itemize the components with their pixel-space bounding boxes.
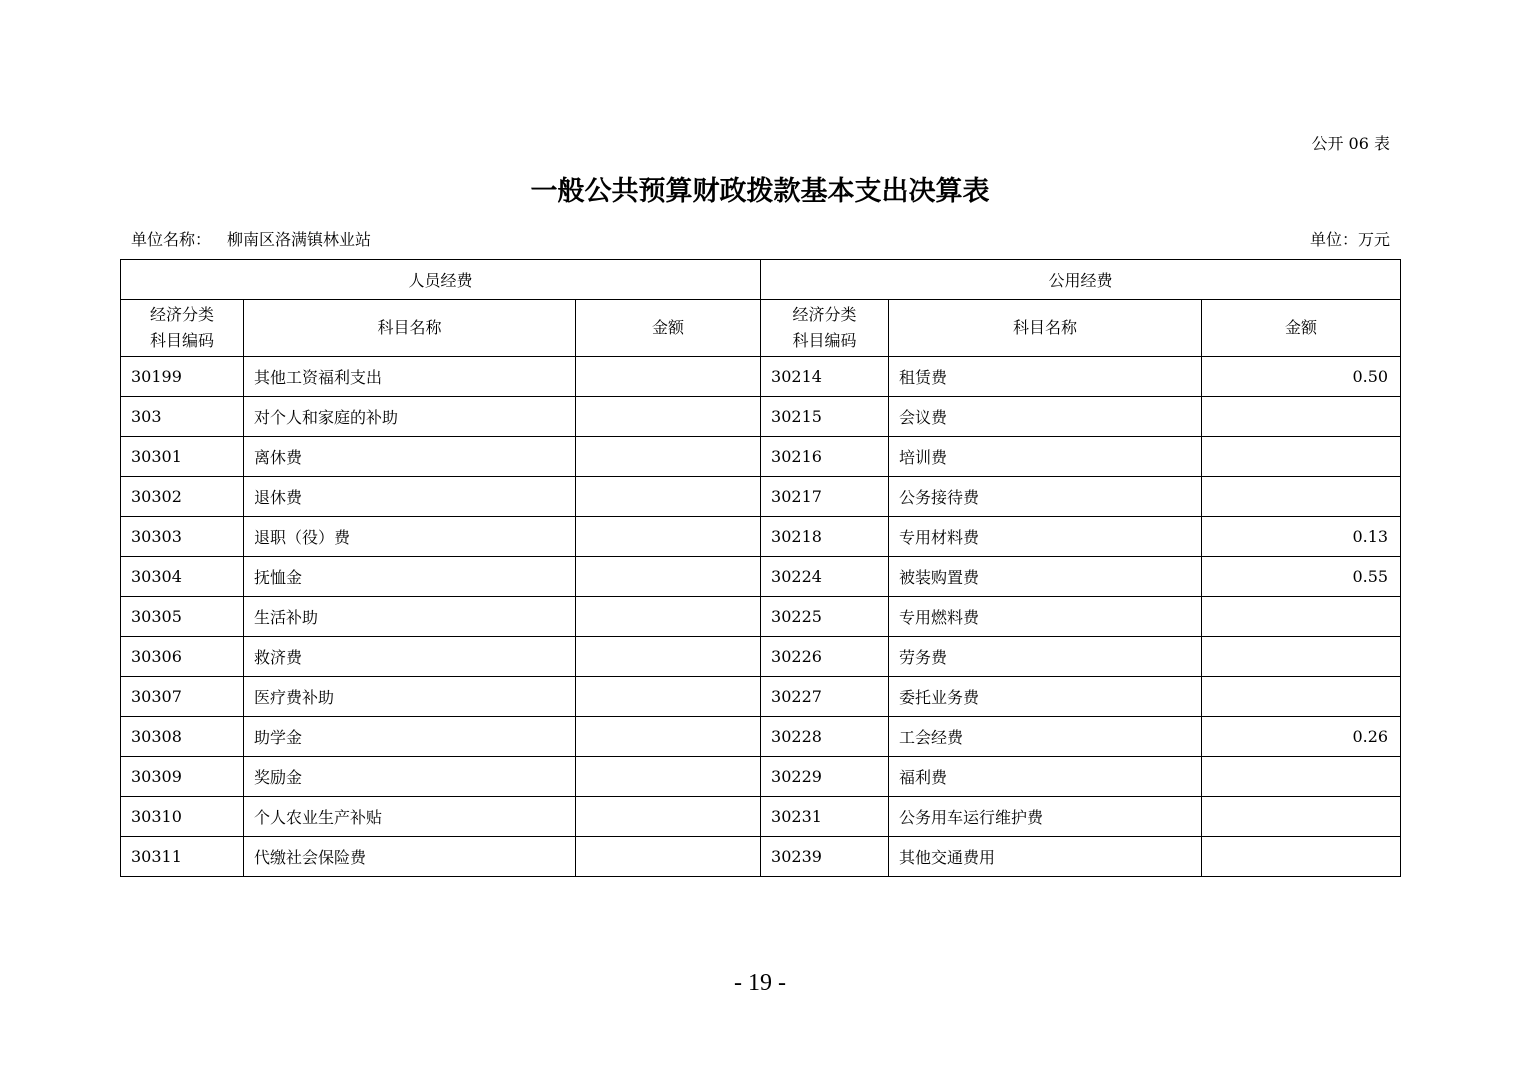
personnel-code-cell: 30310	[121, 797, 244, 837]
header-personnel-name: 科目名称	[244, 300, 576, 357]
header-code-line1: 经济分类	[149, 305, 214, 324]
table-id: 公开 06 表	[1311, 134, 1390, 153]
meta-row	[131, 228, 1390, 252]
public-amount-cell: 0.13	[1202, 517, 1401, 557]
public-code-cell: 30218	[761, 517, 889, 557]
personnel-amount-cell	[576, 437, 761, 477]
public-amount-cell	[1202, 757, 1401, 797]
table-row	[121, 797, 1401, 837]
table-row	[121, 757, 1401, 797]
table-row	[121, 557, 1401, 597]
public-name-cell: 公务接待费	[889, 477, 1202, 517]
public-code-cell: 30227	[761, 677, 889, 717]
public-code-cell: 30239	[761, 837, 889, 877]
personnel-name-cell: 个人农业生产补贴	[244, 797, 576, 837]
personnel-code-cell: 30311	[121, 837, 244, 877]
header-personnel-amount: 金额	[576, 300, 761, 357]
table-row	[121, 597, 1401, 637]
table-row	[121, 357, 1401, 397]
personnel-name-cell: 退休费	[244, 477, 576, 517]
public-name-cell: 专用燃料费	[889, 597, 1202, 637]
public-amount-cell	[1202, 437, 1401, 477]
personnel-code-cell: 30304	[121, 557, 244, 597]
header-public-code	[761, 300, 889, 357]
public-name-cell: 租赁费	[889, 357, 1202, 397]
public-code-cell: 30228	[761, 717, 889, 757]
table-row	[121, 837, 1401, 877]
personnel-code-cell: 30199	[121, 357, 244, 397]
public-amount-cell	[1202, 597, 1401, 637]
page-number: - 19 -	[734, 970, 786, 996]
personnel-name-cell: 医疗费补助	[244, 677, 576, 717]
public-code-cell: 30214	[761, 357, 889, 397]
currency-unit: 单位：万元	[1309, 230, 1390, 249]
public-name-cell: 公务用车运行维护费	[889, 797, 1202, 837]
personnel-name-cell: 其他工资福利支出	[244, 357, 576, 397]
personnel-code-cell: 30302	[121, 477, 244, 517]
table-row	[121, 517, 1401, 557]
personnel-code-cell: 30308	[121, 717, 244, 757]
personnel-amount-cell	[576, 837, 761, 877]
table-row	[121, 477, 1401, 517]
public-amount-cell	[1202, 477, 1401, 517]
table-row	[121, 397, 1401, 437]
personnel-amount-cell	[576, 757, 761, 797]
public-code-cell: 30216	[761, 437, 889, 477]
public-code-cell: 30217	[761, 477, 889, 517]
header-code-line1: 经济分类	[792, 305, 857, 324]
personnel-code-cell: 30305	[121, 597, 244, 637]
public-amount-cell	[1202, 637, 1401, 677]
public-name-cell: 培训费	[889, 437, 1202, 477]
personnel-name-cell: 代缴社会保险费	[244, 837, 576, 877]
header-personnel-code	[121, 300, 244, 357]
public-code-cell: 30229	[761, 757, 889, 797]
public-amount-cell: 0.50	[1202, 357, 1401, 397]
budget-table	[120, 259, 1401, 877]
unit-name-label: 单位名称：	[131, 230, 212, 249]
public-amount-cell	[1202, 797, 1401, 837]
personnel-name-cell: 奖励金	[244, 757, 576, 797]
table-row	[121, 637, 1401, 677]
personnel-code-cell: 30309	[121, 757, 244, 797]
public-amount-cell	[1202, 837, 1401, 877]
personnel-code-cell: 30303	[121, 517, 244, 557]
personnel-amount-cell	[576, 517, 761, 557]
personnel-amount-cell	[576, 637, 761, 677]
unit-name	[131, 228, 371, 252]
public-name-cell: 专用材料费	[889, 517, 1202, 557]
header-public-amount: 金额	[1202, 300, 1401, 357]
unit-name-value: 柳南区洛满镇林业站	[227, 230, 372, 249]
personnel-amount-cell	[576, 477, 761, 517]
public-name-cell: 福利费	[889, 757, 1202, 797]
personnel-name-cell: 抚恤金	[244, 557, 576, 597]
public-code-cell: 30231	[761, 797, 889, 837]
personnel-code-cell: 30307	[121, 677, 244, 717]
public-amount-cell: 0.55	[1202, 557, 1401, 597]
personnel-amount-cell	[576, 557, 761, 597]
public-amount-cell	[1202, 397, 1401, 437]
personnel-name-cell: 离休费	[244, 437, 576, 477]
public-code-cell: 30224	[761, 557, 889, 597]
personnel-name-cell: 生活补助	[244, 597, 576, 637]
table-row	[121, 437, 1401, 477]
personnel-name-cell: 退职（役）费	[244, 517, 576, 557]
public-code-cell: 30225	[761, 597, 889, 637]
personnel-amount-cell	[576, 597, 761, 637]
page-title: 一般公共预算财政拨款基本支出决算表	[530, 176, 990, 207]
public-amount-cell	[1202, 677, 1401, 717]
column-header-row	[121, 300, 1401, 357]
personnel-amount-cell	[576, 677, 761, 717]
personnel-name-cell: 助学金	[244, 717, 576, 757]
public-name-cell: 委托业务费	[889, 677, 1202, 717]
personnel-code-cell: 30301	[121, 437, 244, 477]
public-name-cell: 被装购置费	[889, 557, 1202, 597]
table-row	[121, 717, 1401, 757]
public-amount-cell: 0.26	[1202, 717, 1401, 757]
group-public: 公用经费	[761, 260, 1401, 300]
public-name-cell: 工会经费	[889, 717, 1202, 757]
public-code-cell: 30215	[761, 397, 889, 437]
personnel-code-cell: 30306	[121, 637, 244, 677]
personnel-name-cell: 救济费	[244, 637, 576, 677]
header-code-line2: 科目编码	[792, 331, 857, 350]
public-name-cell: 劳务费	[889, 637, 1202, 677]
personnel-name-cell: 对个人和家庭的补助	[244, 397, 576, 437]
public-name-cell: 其他交通费用	[889, 837, 1202, 877]
table-row	[121, 677, 1401, 717]
group-personnel: 人员经费	[121, 260, 761, 300]
header-public-name: 科目名称	[889, 300, 1202, 357]
public-name-cell: 会议费	[889, 397, 1202, 437]
personnel-amount-cell	[576, 797, 761, 837]
personnel-code-cell: 303	[121, 397, 244, 437]
public-code-cell: 30226	[761, 637, 889, 677]
personnel-amount-cell	[576, 357, 761, 397]
personnel-amount-cell	[576, 397, 761, 437]
group-header-row	[121, 260, 1401, 300]
header-code-line2: 科目编码	[149, 331, 214, 350]
personnel-amount-cell	[576, 717, 761, 757]
